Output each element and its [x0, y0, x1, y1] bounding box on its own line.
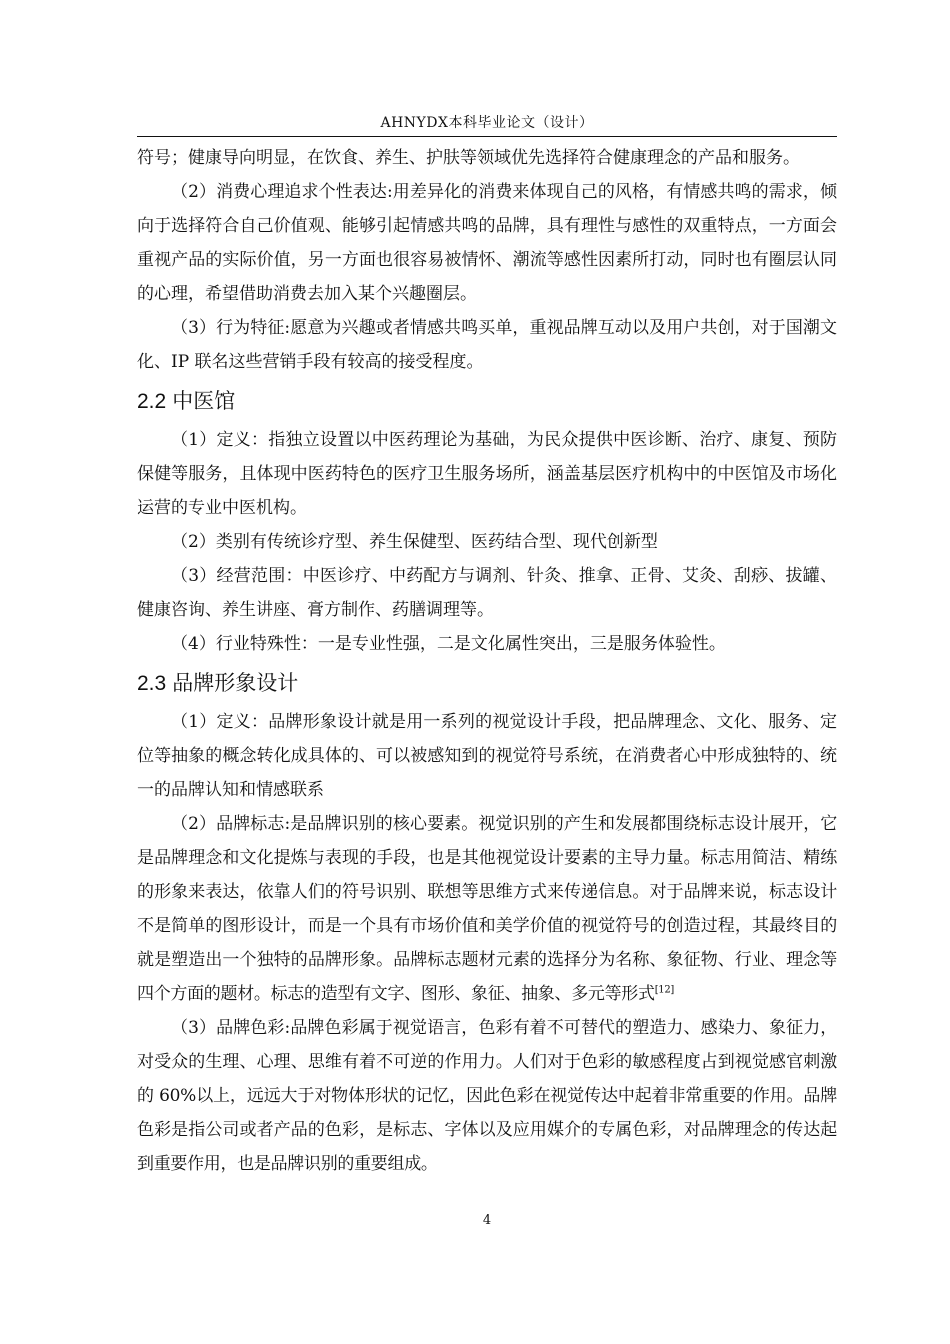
paragraph-tcm-categories: （2）类别有传统诊疗型、养生保健型、医药结合型、现代创新型: [171, 532, 658, 552]
paragraph-brand-logo: [137, 807, 837, 1011]
paragraph-brand-color: （3）品牌色彩:品牌色彩属于视觉语言，色彩有着不可替代的塑造力、感染力、象征力，对受众的生理、心理、思维有着不可逆的作用力。人们对于色彩的敏感程度占到视觉感官刺激的 60%以上，远远大于对物体形状的记忆，因此色彩在视觉传达中起着非常重要的作用。品牌色彩是指公司或者产品的色彩，是标志、字体以及应用媒介的专属色彩，对品牌理念的传达起到重要作用，也是品牌识别的重要组成。: [137, 1018, 837, 1174]
paragraph-brand-definition: （1）定义：品牌形象设计就是用一系列的视觉设计手段，把品牌理念、文化、服务、定位等抽象的概念转化成具体的、可以被感知到的视觉符号系统，在消费者心中形成独特的、统一的品牌认知和情感联系: [137, 712, 837, 800]
section-heading-2-2: [137, 379, 837, 423]
page-number: 4: [482, 1213, 492, 1228]
section-heading-2-3: [137, 661, 837, 705]
paragraph-tcm-scope: （3）经营范围：中医诊疗、中药配方与调剂、针灸、推拿、正骨、艾灸、刮痧、拔罐、健康咨询、养生讲座、膏方制作、药膳调理等。: [137, 566, 837, 620]
paragraph-behavior-traits: （3）行为特征:愿意为兴趣或者情感共鸣买单，重视品牌互动以及用户共创，对于国潮文化、IP 联名这些营销手段有较高的接受程度。: [137, 318, 837, 372]
paragraph-consumer-psychology: （2）消费心理追求个性表达:用差异化的消费来体现自己的风格，有情感共鸣的需求，倾向于选择符合自己价值观、能够引起情感共鸣的品牌，具有理性与感性的双重特点，一方面会重视产品的实际价值，另一方面也很容易被情怀、潮流等感性因素所打动，同时也有圈层认同的心理，希望借助消费去加入某个兴趣圈层。: [137, 182, 837, 304]
paragraph-tcm-specialty: （4）行业特殊性：一是专业性强，二是文化属性突出，三是服务体验性。: [171, 634, 726, 654]
section-number: 2.3: [137, 672, 167, 695]
paragraph-continuation: 符号；健康导向明显，在饮食、养生、护肤等领域优先选择符合健康理念的产品和服务。: [137, 148, 800, 168]
running-header: AHNYDX本科毕业论文（设计）: [380, 115, 594, 131]
brand-logo-text: （2）品牌标志:是品牌识别的核心要素。视觉识别的产生和发展都围绕标志设计展开，它是品牌理念和文化提炼与表现的手段，也是其他视觉设计要素的主导力量。标志用简洁、精练的形象来表达，依靠人们的符号识别、联想等思维方式来传递信息。对于品牌来说，标志设计不是简单的图形设计，而是一个具有市场价值和美学价值的视觉符号的创造过程，其最终目的就是塑造出一个独特的品牌形象。品牌标志题材元素的选择分为名称、象征物、行业、理念等四个方面的题材。标志的造型有文字、图形、象征、抽象、多元等形式: [137, 814, 837, 1004]
section-title: 品牌形象设计: [172, 671, 299, 695]
citation-marker: [12]: [654, 984, 675, 996]
paragraph-tcm-definition: （1）定义：指独立设置以中医药理论为基础，为民众提供中医诊断、治疗、康复、预防保健等服务，且体现中医药特色的医疗卫生服务场所，涵盖基层医疗机构中的中医馆及市场化运营的专业中医机构。: [137, 430, 837, 518]
section-title: 中医馆: [172, 389, 236, 413]
header-rule: [137, 136, 837, 137]
page-body: [137, 141, 837, 1181]
section-number: 2.2: [137, 390, 167, 413]
